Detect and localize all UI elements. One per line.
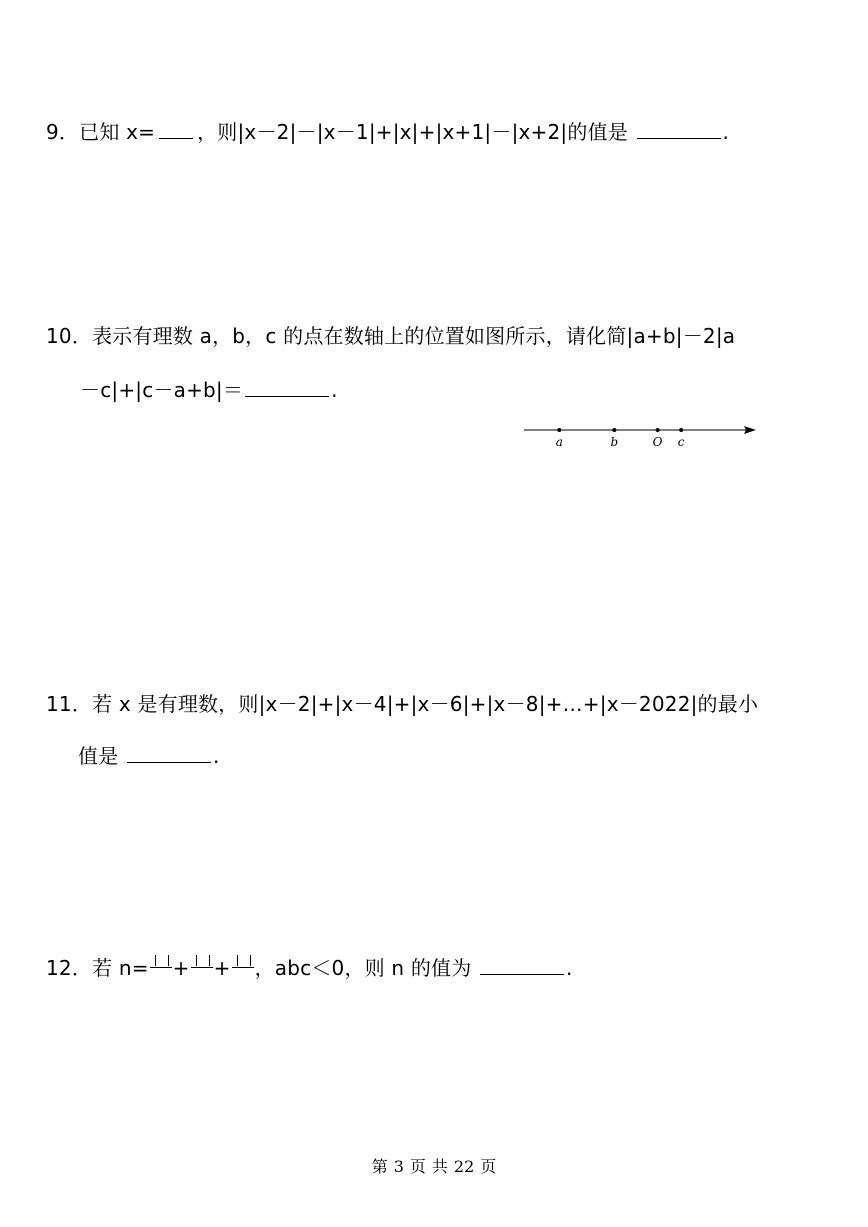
footer-total-word: 共	[431, 1157, 448, 1176]
number-line-label-c: c	[677, 435, 685, 449]
abs-fraction-b	[191, 955, 213, 977]
abs-fraction-a	[150, 955, 172, 977]
question-number: 10．	[46, 324, 93, 348]
answer-blank[interactable]	[480, 956, 564, 975]
number-line-label-a: a	[555, 435, 563, 449]
answer-blank[interactable]	[245, 378, 329, 397]
footer-page-word: 页	[409, 1157, 426, 1176]
number-line-label-O: O	[652, 435, 663, 449]
footer-total-pages: 22	[453, 1157, 475, 1176]
answer-blank[interactable]	[637, 120, 721, 139]
number-line-figure	[520, 418, 760, 450]
number-line-point-b	[612, 428, 616, 432]
question-9	[46, 118, 729, 146]
question-11-line-2	[78, 742, 220, 770]
question-text: 若 x 是有理数，则|x－2|+|x－4|+|x－6|+|x－8|+…+|x－2022|的最小	[92, 692, 759, 716]
period: .	[331, 378, 338, 402]
number-line-points	[556, 428, 685, 449]
question-text: ，则|x－2|－|x－1|+|x|+|x+1|－|x+2|的值是	[197, 120, 628, 144]
plus-sign: +	[213, 956, 231, 980]
page-footer	[0, 1154, 868, 1177]
question-stem: 若 n=	[92, 956, 149, 980]
number-line-point-O	[656, 428, 660, 432]
question-10-line-2	[80, 376, 338, 404]
question-number: 9．	[46, 120, 80, 144]
question-10-line-1	[46, 322, 735, 350]
answer-blank[interactable]	[127, 744, 211, 763]
number-line-point-a	[557, 428, 561, 432]
footer-prefix: 第	[371, 1157, 388, 1176]
question-number: 11．	[46, 692, 93, 716]
period: .	[212, 744, 220, 768]
number-line-label-b: b	[610, 435, 619, 449]
plus-sign: +	[172, 956, 190, 980]
footer-page-number: 3	[393, 1157, 404, 1176]
question-text: －c|+|c－a+b|＝	[80, 378, 244, 402]
question-number: 12．	[46, 956, 93, 980]
period: .	[566, 956, 573, 980]
period: .	[722, 120, 730, 144]
question-text: ，abc＜0，则 n 的值为	[254, 956, 472, 980]
question-text: 表示有理数 a，b，c 的点在数轴上的位置如图所示，请化简|a+b|－2|a	[92, 324, 736, 348]
number-line-point-c	[679, 428, 683, 432]
question-stem: 已知 x=	[79, 120, 156, 144]
question-11-line-1	[46, 690, 758, 718]
abs-fraction-c	[232, 955, 254, 977]
footer-suffix: 页	[480, 1157, 497, 1176]
fraction-bar	[159, 125, 193, 139]
question-text: 值是	[78, 744, 119, 768]
question-12	[46, 954, 573, 982]
